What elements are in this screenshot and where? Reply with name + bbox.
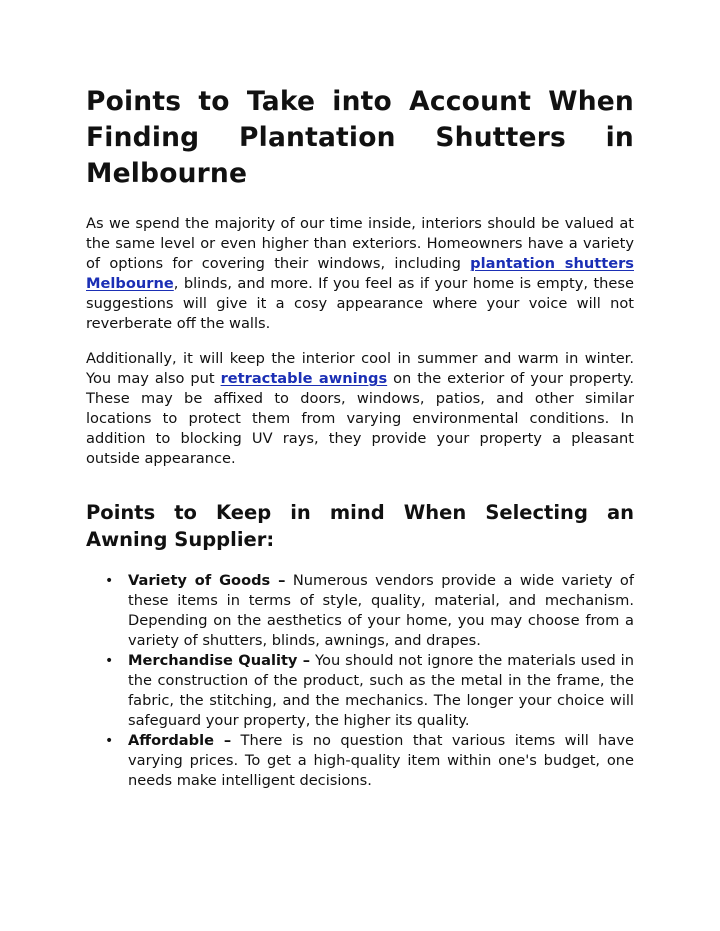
intro-paragraph: [86, 214, 634, 334]
article: [86, 84, 634, 791]
section-heading: Points to Keep in mind When Selecting an Awning Supplier:: [86, 501, 634, 551]
list-item-text: You should not ignore the materials used in the construction of the product, such as the metal in the frame, the fabric, the stitching, and the mechanics. The longer your choice will safeguard your property, the higher its quality.: [128, 652, 634, 729]
list-item-term: Variety of Goods –: [128, 572, 286, 589]
bullet-icon: •: [105, 733, 114, 749]
list-item-text: Numerous vendors provide a wide variety of these items in terms of style, quality, material, and mechanism. Depending on the aesthetics of your home, you may choose from a variety of shutters, blinds, awnings, and drapes.: [128, 572, 634, 649]
supplier-points-list: [86, 571, 634, 791]
bullet-icon: •: [105, 573, 114, 589]
list-item-variety: [105, 571, 634, 651]
retractable-awnings-link[interactable]: retractable awnings: [220, 370, 388, 387]
plantation-shutters-link[interactable]: plantation shutters Melbourne: [86, 255, 634, 292]
list-item-term: Affordable –: [128, 732, 232, 749]
list-item-affordable: [105, 731, 634, 791]
list-item-text: There is no question that various items will have varying prices. To get a high-quality item within one's budget, one needs make intelligent decisions.: [128, 732, 634, 789]
second-text-after: on the exterior of your property. These may be affixed to doors, windows, patios, and other similar locations to protect them from varying environmental conditions. In addition to blocking UV rays, they provide your property a pleasant outside appearance.: [86, 370, 634, 467]
bullet-icon: •: [105, 653, 114, 669]
list-item-term: Merchandise Quality –: [128, 652, 311, 669]
second-text-before: Additionally, it will keep the interior cool in summer and warm in winter. You may also put: [86, 350, 634, 387]
intro-text-after: , blinds, and more. If you feel as if your home is empty, these suggestions will give it a cosy appearance where your voice will not reverberate off the walls.: [86, 275, 634, 332]
second-paragraph: [86, 349, 634, 469]
page-title: Points to Take into Account When Finding Plantation Shutters in Melbourne: [86, 86, 634, 189]
list-item-quality: [105, 651, 634, 731]
intro-text-before: As we spend the majority of our time inside, interiors should be valued at the same level or even higher than exteriors. Homeowners have a variety of options for covering their windows, including: [86, 215, 634, 272]
